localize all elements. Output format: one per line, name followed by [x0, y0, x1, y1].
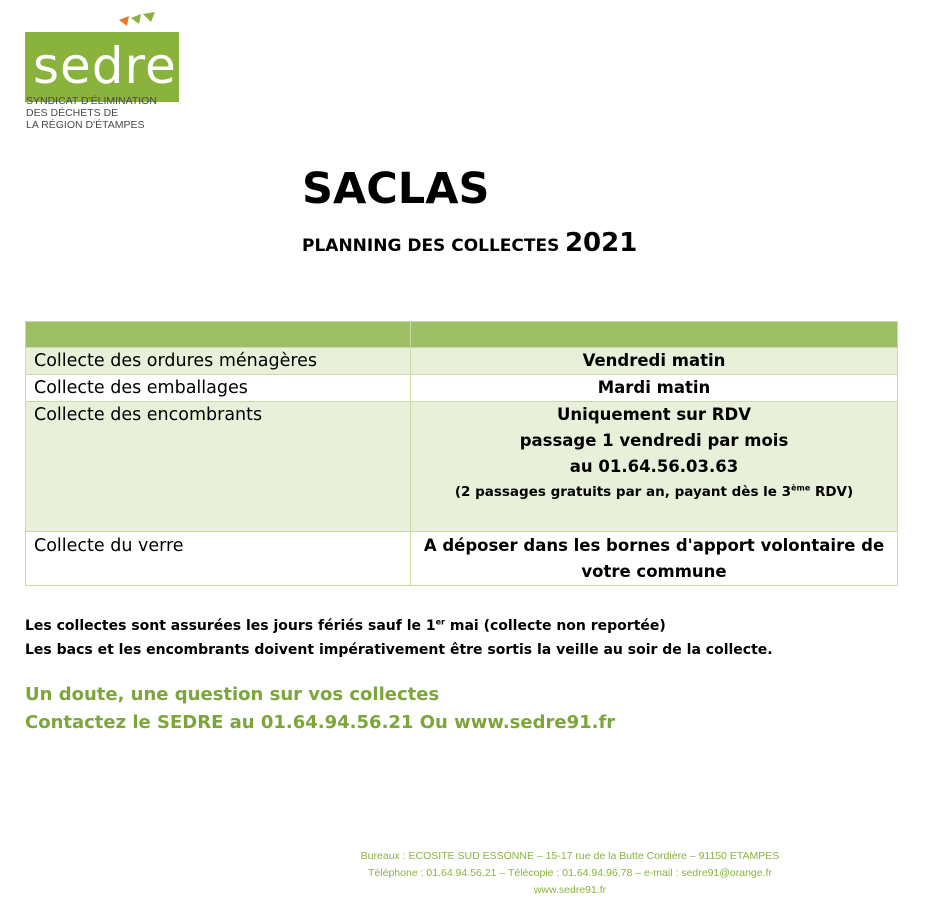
row-value: A déposer dans les bornes d'apport volontaire de votre commune	[411, 532, 898, 586]
page-title: SACLAS	[302, 164, 490, 214]
table-row	[26, 402, 898, 532]
subtitle-text: PLANNING DES COLLECTES	[302, 236, 560, 256]
table-row	[26, 375, 898, 402]
row-value: Uniquement sur RDV passage 1 vendredi par mois au 01.64.56.03.63 (2 passages gratuits par an, payant dès le 3ème RDV)	[411, 402, 898, 532]
row-label: Collecte du verre	[26, 532, 411, 586]
row-label: Collecte des emballages	[26, 375, 411, 402]
row-label: Collecte des ordures ménagères	[26, 348, 411, 375]
contact-line-1: Un doute, une question sur vos collectes	[25, 684, 440, 705]
table-row	[26, 532, 898, 586]
footer-website: www.sedre91.fr	[533, 884, 607, 896]
note-line-2: Les bacs et les encombrants doivent impérativement être sortis la veille au soir de la collecte.	[25, 642, 773, 658]
table-row	[26, 348, 898, 375]
sedre-logo	[25, 12, 185, 137]
logo-subtitle: SYNDICAT D'ÉLIMINATION DES DÉCHETS DE LA RÉGION D'ÉTAMPES	[26, 95, 157, 131]
row-value: Mardi matin	[411, 375, 898, 402]
contact-block	[25, 681, 615, 737]
collection-table	[25, 321, 898, 586]
table-header-row	[26, 322, 898, 348]
row-label: Collecte des encombrants	[26, 402, 411, 532]
collection-notes	[25, 614, 773, 662]
footer-phone: Téléphone : 01.64.94.56.21 – Télécopie : 01.64.94.96.78 – e-mail : sedre91@orange.fr	[368, 867, 772, 879]
contact-line-2: Contactez le SEDRE au 01.64.94.56.21 Ou www.sedre91.fr	[25, 712, 616, 733]
footer	[340, 848, 800, 899]
subtitle-year: 2021	[564, 228, 638, 258]
row-value: Vendredi matin	[411, 348, 898, 375]
row-note: (2 passages gratuits par an, payant dès le 3ème RDV)	[454, 483, 854, 500]
note-line-1: Les collectes sont assurées les jours fériés sauf le 1er mai (collecte non reportée)	[25, 617, 666, 634]
page-subtitle	[302, 228, 637, 258]
footer-address: Bureaux : ECOSITE SUD ESSONNE – 15-17 rue de la Butte Cordière – 91150 ETAMPES	[360, 850, 780, 862]
logo-word: sedre	[33, 37, 177, 95]
